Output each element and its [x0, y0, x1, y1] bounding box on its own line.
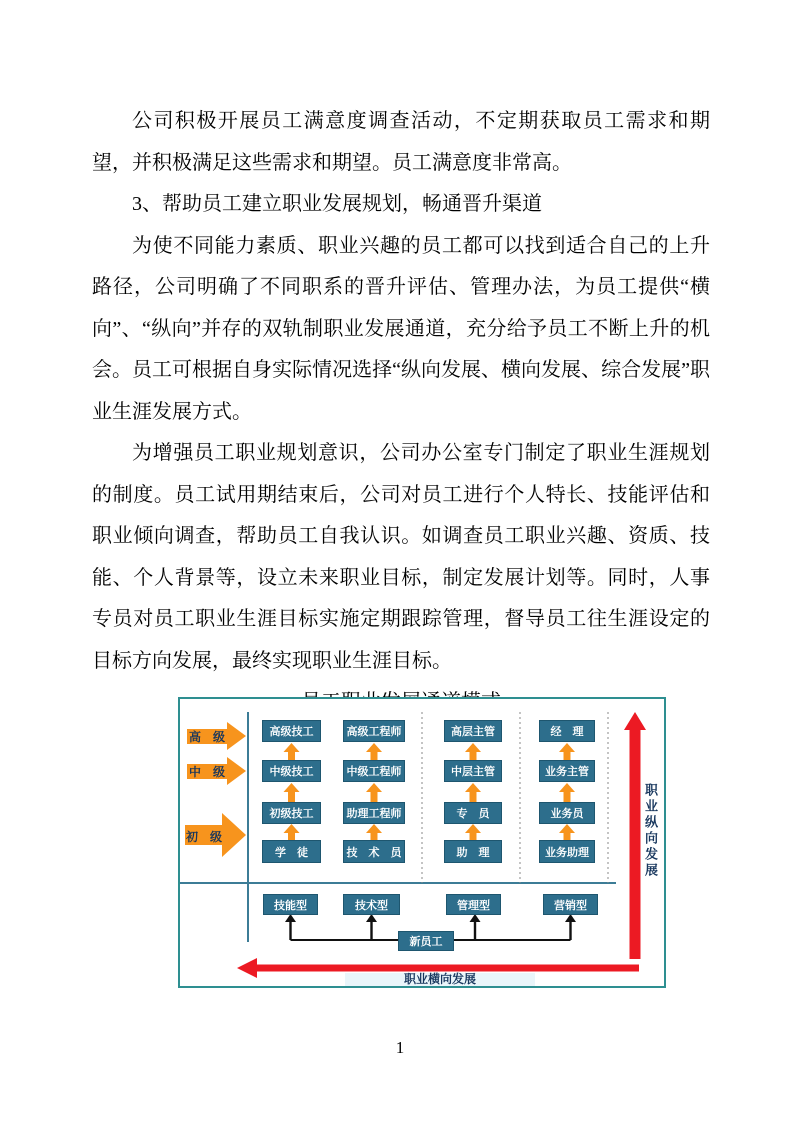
paragraph-satisfaction: 公司积极开展员工满意度调查活动，不定期获取员工需求和期望，并积极满足这些需求和期望。员工满意度非常高。 [92, 110, 710, 174]
ladder-box-technical-staff: 技 术 员 [343, 840, 405, 863]
up-arrow [284, 743, 300, 760]
ladder-box-business-supervisor: 业务主管 [539, 760, 595, 782]
type-box-technical: 技术型 [343, 894, 400, 915]
ladder-box-mid-manager: 中层主管 [444, 760, 502, 782]
up-arrow [465, 743, 481, 760]
up-arrow [284, 824, 300, 840]
up-arrow [366, 743, 382, 760]
up-arrow [366, 824, 382, 840]
ladder-box-salesperson: 业务员 [539, 802, 595, 824]
ladder-box-sales-assistant: 业务助理 [539, 840, 595, 863]
ladder-box-senior-engineer: 高级工程师 [343, 720, 405, 742]
ladder-box-specialist: 专 员 [444, 802, 502, 824]
up-arrow [366, 783, 382, 802]
black-up-arrow [470, 914, 481, 940]
level-label-senior: 高 级 [188, 730, 225, 744]
page-number: 1 [395, 1038, 405, 1057]
black-up-arrow [565, 914, 576, 940]
new-employee-box: 新员工 [398, 931, 454, 951]
up-arrow [284, 783, 300, 802]
section-heading: 3、帮助员工建立职业发展规划，畅通晋升渠道 [132, 193, 542, 215]
black-up-arrow [285, 914, 296, 940]
horizontal-axis-band [345, 973, 535, 986]
level-label-middle: 中 级 [188, 765, 225, 779]
ladder-box-senior-manager: 高层主管 [444, 720, 502, 742]
type-box-marketing: 营销型 [543, 894, 598, 915]
ladder-box-senior-technician: 高级技工 [262, 720, 321, 742]
up-arrow [559, 783, 575, 802]
ladder-box-mid-technician: 中级技工 [262, 760, 321, 782]
ladder-box-manager: 经 理 [539, 720, 595, 742]
up-arrow [465, 824, 481, 840]
up-arrow [559, 824, 575, 840]
horizontal-axis-label: 职业横向发展 [403, 972, 476, 986]
ladder-box-mid-engineer: 中级工程师 [343, 760, 405, 782]
black-up-arrow [366, 914, 377, 940]
paragraph-career-planning: 为增强员工职业规划意识，公司办公室专门制定了职业生涯规划的制度。员工试用期结束后，公司对员工进行个人特长、技能评估和职业倾向调查，帮助员工自我认识。如调查员工职业兴趣、资质、技能、个人背景等，设立未来职业目标，制定发展计划等。同时，人事专员对员工职业生涯目标实施定期跟踪管理，督导员工往生涯设定的目标方向发展，最终实现职业生涯目标。 [92, 442, 710, 672]
type-box-management: 管理型 [446, 894, 501, 915]
ladder-box-assistant: 助 理 [444, 840, 502, 863]
career-path-diagram [178, 697, 666, 988]
ladder-box-junior-technician: 初级技工 [262, 802, 321, 824]
ladder-box-assistant-engineer: 助理工程师 [343, 802, 405, 824]
vertical-axis-label: 职业纵向发展 [643, 783, 658, 879]
up-arrow [559, 743, 575, 760]
paragraph-dual-track: 为使不同能力素质、职业兴趣的员工都可以找到适合自己的上升路径，公司明确了不同职系的晋升评估、管理办法，为员工提供“横向”、“纵向”并存的双轨制职业发展通道，充分给予员工不断上升的机会。员工可根据自身实际情况选择“纵向发展、横向发展、综合发展”职业生涯发展方式。 [92, 234, 710, 423]
body-text [92, 101, 710, 724]
type-box-skill: 技能型 [263, 894, 318, 915]
level-label-junior: 初 级 [186, 829, 223, 844]
up-arrow [465, 783, 481, 802]
ladder-box-apprentice: 学 徒 [262, 840, 321, 863]
